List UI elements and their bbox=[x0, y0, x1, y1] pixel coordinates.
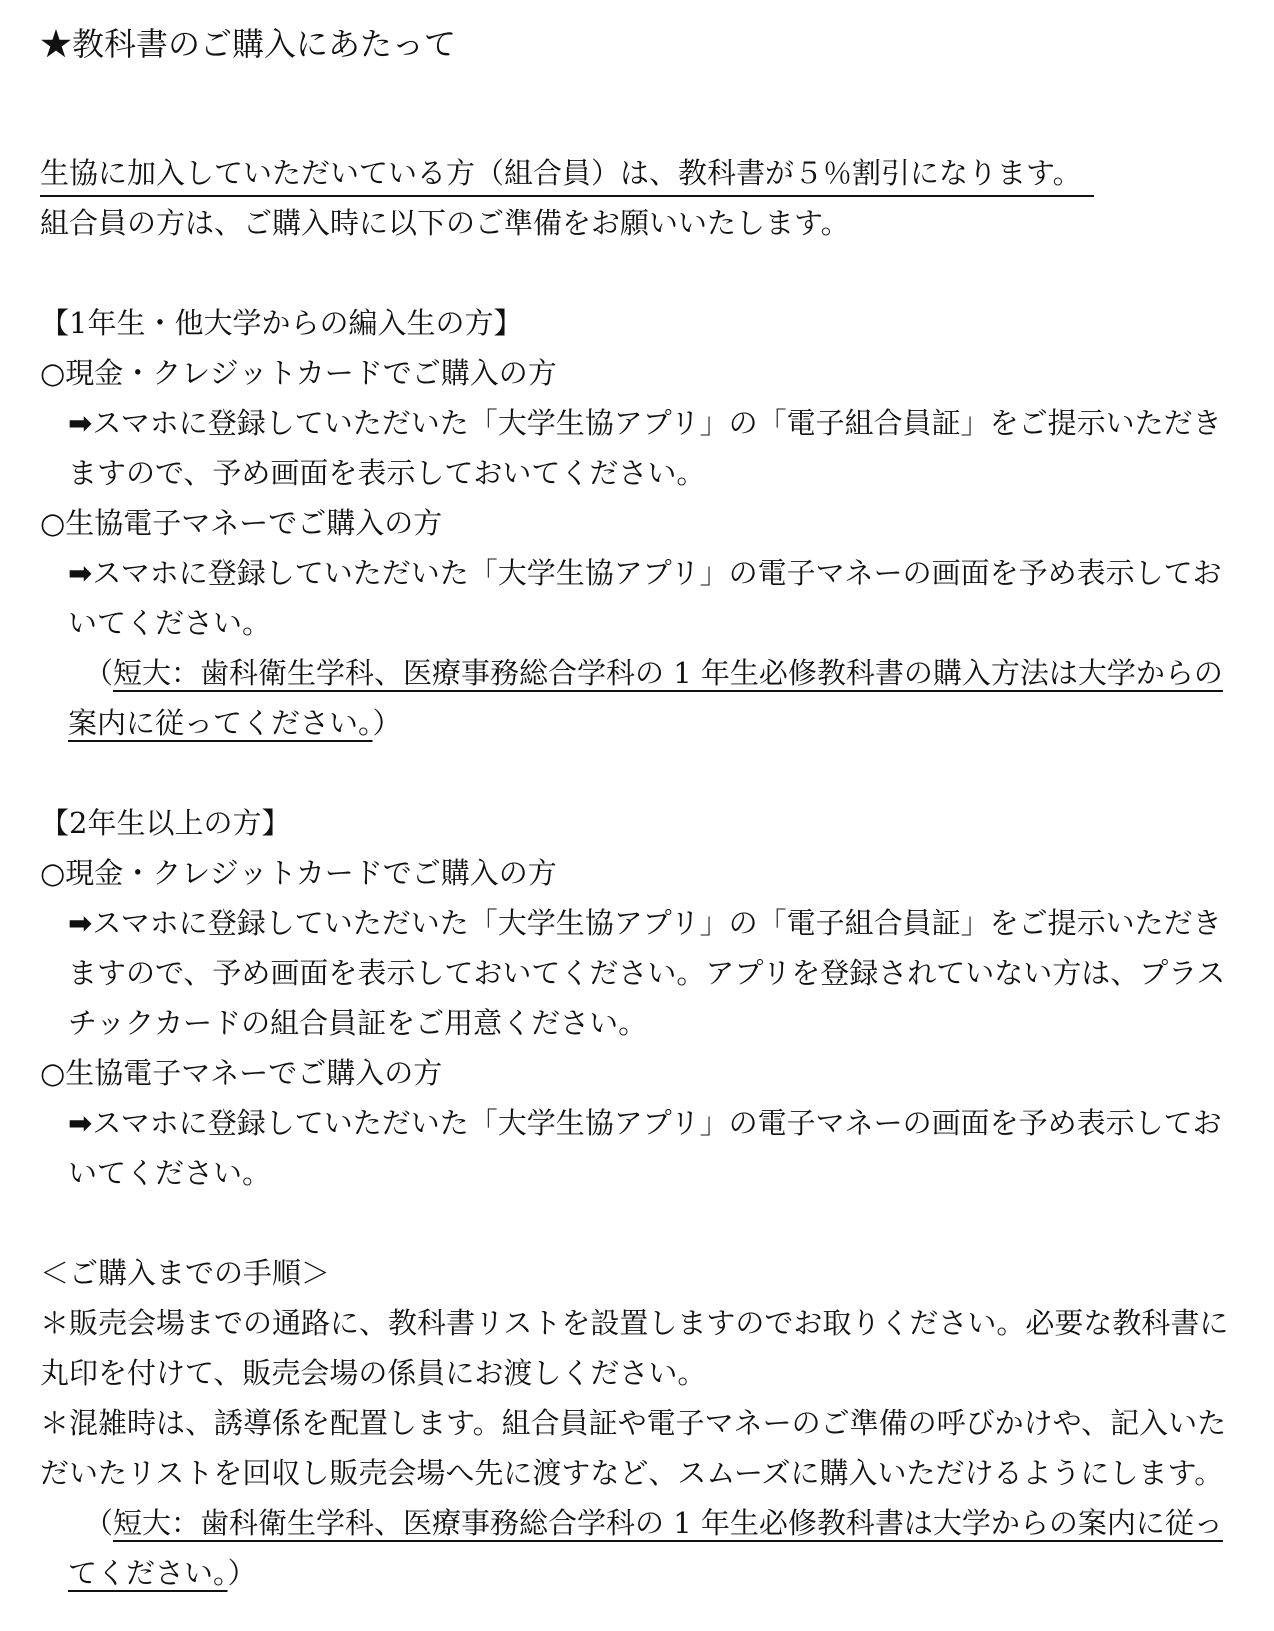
upper-year-emoney-line-2: いてください。 bbox=[68, 1156, 272, 1190]
first-year-cash-line bbox=[40, 398, 1240, 448]
procedure-step1-line: ＊販売会場までの通路に、教科書リストを設置しますのでお取りください。必要な教科書に bbox=[40, 1306, 1229, 1340]
procedure-note-line-2 bbox=[40, 1548, 1240, 1598]
discount-line bbox=[40, 148, 1240, 198]
arrow-right-icon: ➡ bbox=[68, 906, 93, 940]
paren-open: （ bbox=[84, 1506, 114, 1540]
spacer bbox=[40, 1198, 1240, 1248]
preparation-line: 組合員の方は、ご購入時に以下のご準備をお願いいたします。 bbox=[40, 206, 850, 240]
first-year-cash-heading: ○現金・クレジットカードでご購入の方 bbox=[40, 356, 557, 390]
upper-year-cash-line bbox=[40, 898, 1240, 948]
arrow-right-icon: ➡ bbox=[68, 556, 93, 590]
upper-year-emoney-line bbox=[40, 1098, 1240, 1148]
first-year-note-text-2: 案内に従ってください。 bbox=[68, 706, 373, 740]
upper-year-heading: 【2年生以上の方】 bbox=[40, 806, 291, 840]
first-year-cash-text: スマホに登録していただいた「大学生協アプリ」の「電子組合員証」をご提示いただき bbox=[92, 406, 1222, 440]
procedure-step2-line-2: だいたリストを回収し販売会場へ先に渡すなど、スムーズに購入いただけるようにします。 bbox=[40, 1456, 1224, 1490]
upper-year-cash-line-2: ますので、予め画面を表示しておいてください。アプリを登録されていない方は、プラス bbox=[68, 956, 1226, 990]
first-year-note-text: 短大：歯科衛生学科、医療事務総合学科の 1 年生必修教科書の購入方法は大学からの bbox=[113, 656, 1223, 690]
first-year-note-line-2 bbox=[40, 698, 1240, 748]
first-year-cash-line-2: ますので、予め画面を表示しておいてください。 bbox=[68, 456, 706, 490]
discount-text: 生協に加入していただいている方（組合員）は、教科書が５％割引になります。 bbox=[40, 151, 1094, 197]
page-title: ★教科書のご購入にあたって bbox=[40, 25, 457, 63]
upper-year-cash-heading: ○現金・クレジットカードでご購入の方 bbox=[40, 856, 557, 890]
first-year-emoney-text: スマホに登録していただいた「大学生協アプリ」の電子マネーの画面を予め表示してお bbox=[92, 556, 1222, 590]
first-year-emoney-line bbox=[40, 548, 1240, 598]
paren-close: ） bbox=[227, 1556, 257, 1590]
procedure-note-text: 短大：歯科衛生学科、医療事務総合学科の 1 年生必修教科書は大学からの案内に従っ bbox=[113, 1506, 1223, 1540]
arrow-right-icon: ➡ bbox=[68, 1106, 93, 1140]
upper-year-cash-text: スマホに登録していただいた「大学生協アプリ」の「電子組合員証」をご提示いただき bbox=[92, 906, 1222, 940]
procedure-heading: ＜ご購入までの手順＞ bbox=[40, 1256, 331, 1290]
spacer bbox=[40, 248, 1240, 298]
arrow-right-icon: ➡ bbox=[68, 406, 93, 440]
upper-year-emoney-heading: ○生協電子マネーでご購入の方 bbox=[40, 1056, 443, 1090]
procedure-note-text-2: てください。 bbox=[68, 1556, 228, 1590]
procedure-step1-line-2: 丸印を付けて、販売会場の係員にお渡しください。 bbox=[40, 1356, 707, 1390]
upper-year-cash-line-3: チックカードの組合員証をご用意ください。 bbox=[68, 1006, 648, 1040]
upper-year-emoney-text: スマホに登録していただいた「大学生協アプリ」の電子マネーの画面を予め表示してお bbox=[92, 1106, 1222, 1140]
first-year-emoney-heading: ○生協電子マネーでご購入の方 bbox=[40, 506, 443, 540]
paren-close: ） bbox=[372, 706, 402, 740]
first-year-heading: 【1年生・他大学からの編入生の方】 bbox=[40, 306, 523, 340]
paren-open: （ bbox=[84, 656, 114, 690]
first-year-note-line bbox=[40, 648, 1240, 698]
document bbox=[40, 22, 1240, 1598]
spacer bbox=[40, 748, 1240, 798]
procedure-note-line bbox=[40, 1498, 1240, 1548]
first-year-emoney-line-2: いてください。 bbox=[68, 606, 272, 640]
procedure-step2-line: ＊混雑時は、誘導係を配置します。組合員証や電子マネーのご準備の呼びかけや、記入いた bbox=[40, 1406, 1227, 1440]
